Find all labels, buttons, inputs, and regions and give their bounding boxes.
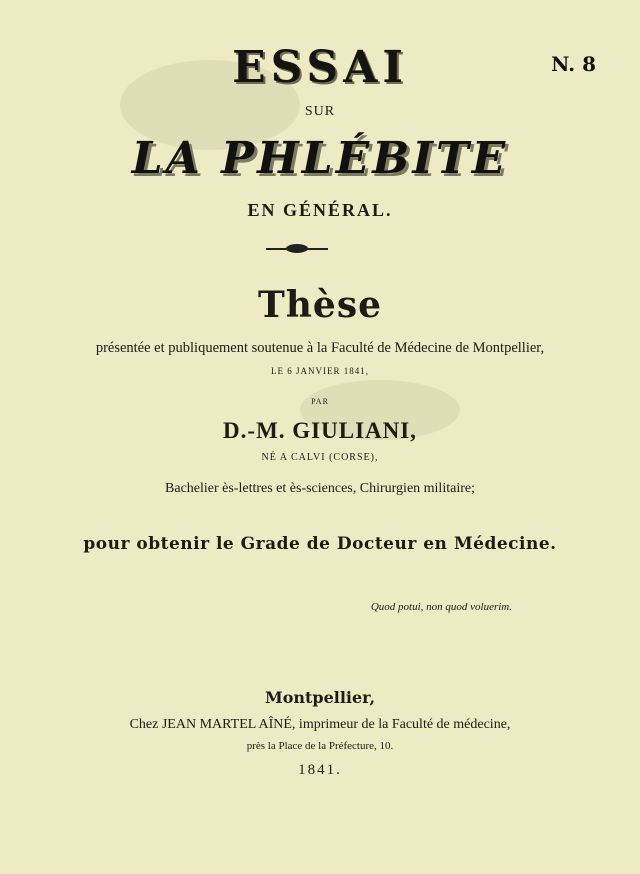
- title-essai: ESSAI: [232, 42, 408, 93]
- thesis-heading: Thèse: [257, 284, 383, 326]
- thesis-date: LE 6 JANVIER 1841,: [271, 366, 369, 376]
- imprint-printer: Chez JEAN MARTEL AÎNÉ, imprimeur de la Faculté de médecine,: [129, 717, 511, 732]
- rule-ornament-icon: [286, 244, 308, 253]
- author-birthplace: NÉ A CALVI (CORSE),: [261, 452, 379, 463]
- thesis-author: D.-M. GIULIANI,: [223, 418, 417, 443]
- thesis-purpose: pour obtenir le Grade de Docteur en Médecine.: [83, 534, 557, 554]
- title-en-general: EN GÉNÉRAL.: [247, 200, 393, 220]
- imprint-city: Montpellier,: [264, 688, 376, 707]
- author-titles: Bachelier ès-lettres et ès-sciences, Chirurgien militaire;: [165, 481, 475, 496]
- number-badge: N. 8: [551, 52, 596, 76]
- imprint-address: près la Place de la Préfecture, 10.: [246, 740, 394, 752]
- title-sur: SUR: [304, 104, 336, 119]
- title-subject: LA PHLÉBITE: [131, 133, 509, 184]
- motto: Quod potui, non quod voluerim.: [370, 601, 512, 613]
- thesis-presented-line: présentée et publiquement soutenue à la Faculté de Médecine de Montpellier,: [95, 340, 545, 356]
- thesis-par: PAR: [311, 397, 329, 406]
- imprint-year: 1841.: [298, 762, 342, 778]
